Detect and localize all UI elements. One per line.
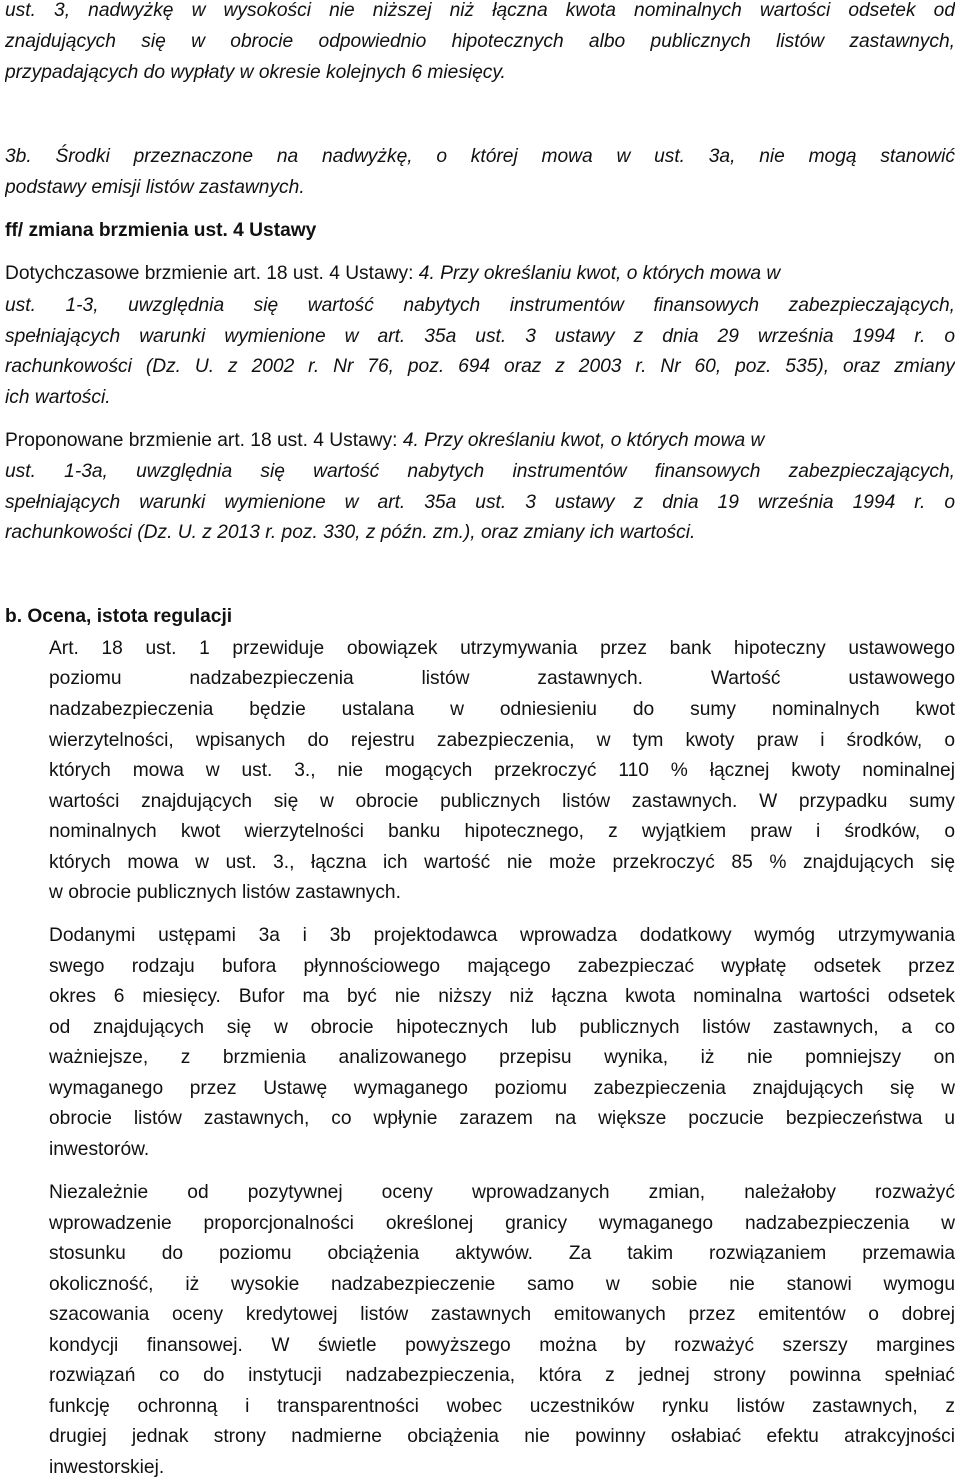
text-line: inwestorów. <box>49 1139 150 1160</box>
text-line: ust. 1-3a, uwzględnia się wartość nabytych instrumentów finansowych zabezpieczających, <box>5 461 955 482</box>
text-line: rachunkowości (Dz. U. z 2002 r. Nr 76, poz. 694 oraz z 2003 r. Nr 60, poz. 535), oraz zmiany <box>5 356 955 377</box>
section-heading: b. Ocena, istota regulacji <box>5 606 233 627</box>
text-line: podstawy emisji listów zastawnych. <box>5 177 305 198</box>
text-line: szacowania oceny kredytowej listów zastawnych emitowanych przez emitentów o dobrej <box>49 1304 955 1325</box>
text-line: okoliczność, iż wysokie nadzabezpieczenie samo w sobie nie stanowi wymogu <box>49 1274 955 1295</box>
text-line: wartości znajdujących się w obrocie publicznych listów zastawnych. W przypadku sumy <box>49 791 955 812</box>
current-wording-lead: Dotychczasowe brzmienie art. 18 ust. 4 Ustawy: <box>5 263 414 284</box>
text-line: Art. 18 ust. 1 przewiduje obowiązek utrzymywania przez bank hipoteczny ustawowego <box>49 638 955 659</box>
text-line: nadzabezpieczenia będzie ustalana w odniesieniu do sumy nominalnych kwot <box>49 699 955 720</box>
text-line: Dodanymi ustępami 3a i 3b projektodawca wprowadza dodatkowy wymóg utrzymywania <box>49 925 955 946</box>
text-line: okres 6 miesięcy. Bufor ma być nie niższy niż łączna kwota nominalna wartości odsetek <box>49 986 955 1007</box>
text-line: stosunku do poziomu obciążenia aktywów. Za takim rozwiązaniem przemawia <box>49 1243 955 1264</box>
proposed-wording-lead: Proponowane brzmienie art. 18 ust. 4 Ustawy: <box>5 430 398 451</box>
text-line: swego rodzaju bufora płynnościowego mającego zabezpieczać wypłatę odsetek przez <box>49 956 955 977</box>
text-line: ważniejsze, z brzmienia analizowanego przepisu wynika, iż nie pomniejszy on <box>49 1047 955 1068</box>
text-line: których mowa w ust. 3., łączna ich wartość nie może przekroczyć 85 % znajdujących się <box>49 852 955 873</box>
text-line: wprowadzenie proporcjonalności określonej granicy wymaganego nadzabezpieczenia w <box>49 1213 955 1234</box>
text-line: obrocie listów zastawnych, co wpłynie zarazem na większe poczucie bezpieczeństwa u <box>49 1108 955 1129</box>
text-line: nominalnych kwot wierzytelności banku hipotecznego, z wyjątkiem praw i środków, o <box>49 821 955 842</box>
text-line: wierzytelności, wpisanych do rejestru zabezpieczenia, w tym kwoty praw i środków, o <box>49 730 955 751</box>
proposed-wording-line <box>5 426 955 456</box>
text-line: od znajdujących się w obrocie hipotecznych lub publicznych listów zastawnych, a co <box>49 1017 955 1038</box>
text-line: poziomu nadzabezpieczenia listów zastawnych. Wartość ustawowego <box>49 668 955 689</box>
text-line: przypadających do wypłaty w okresie kolejnych 6 miesięcy. <box>5 62 506 83</box>
text-line: znajdujących się w obrocie odpowiednio hipotecznych albo publicznych listów zastawnych, <box>5 31 955 52</box>
text-line: których mowa w ust. 3., nie mogących przekroczyć 110 % łącznej kwoty nominalnej <box>49 760 955 781</box>
text-line: kondycji finansowej. W świetle powyższego można by rozważyć szerszy margines <box>49 1335 955 1356</box>
text-line: funkcję ochronną i transparentności wobec uczestników rynku listów zastawnych, z <box>49 1396 955 1417</box>
proposed-wording-quote: 4. Przy określaniu kwot, o których mowa w <box>402 430 765 451</box>
text-line: wymaganego przez Ustawę wymaganego poziomu zabezpieczenia znajdujących się w <box>49 1078 955 1099</box>
text-line: ich wartości. <box>5 387 111 408</box>
current-wording-quote: 4. Przy określaniu kwot, o których mowa w <box>418 263 781 284</box>
text-line: w obrocie publicznych listów zastawnych. <box>49 882 401 903</box>
text-line: ust. 1-3, uwzględnia się wartość nabytych instrumentów finansowych zabezpieczających, <box>5 295 955 316</box>
text-line: ust. 3, nadwyżkę w wysokości nie niższej niż łączna kwota nominalnych wartości odsetek od <box>5 0 955 21</box>
text-line: rachunkowości (Dz. U. z 2013 r. poz. 330, z późn. zm.), oraz zmiany ich wartości. <box>5 522 696 543</box>
text-line: rozwiązań co do instytucji nadzabezpieczenia, która z jednej strony powinna spełniać <box>49 1365 955 1386</box>
current-wording-line <box>5 259 955 289</box>
text-line: spełniających warunki wymienione w art. 35a ust. 3 ustawy z dnia 29 września 1994 r. o <box>5 326 955 347</box>
text-line: drugiej jednak strony nadmierne obciążenia nie powinny osłabiać efektu atrakcyjności <box>49 1426 955 1447</box>
text-line: spełniających warunki wymienione w art. 35a ust. 3 ustawy z dnia 19 września 1994 r. o <box>5 492 955 513</box>
text-line: inwestorskiej. <box>49 1457 165 1478</box>
text-line: Niezależnie od pozytywnej oceny wprowadzanych zmian, należałoby rozważyć <box>49 1182 955 1203</box>
amendment-heading: ff/ zmiana brzmienia ust. 4 Ustawy <box>5 220 317 241</box>
text-line: 3b. Środki przeznaczone na nadwyżkę, o której mowa w ust. 3a, nie mogą stanowić <box>5 146 955 167</box>
